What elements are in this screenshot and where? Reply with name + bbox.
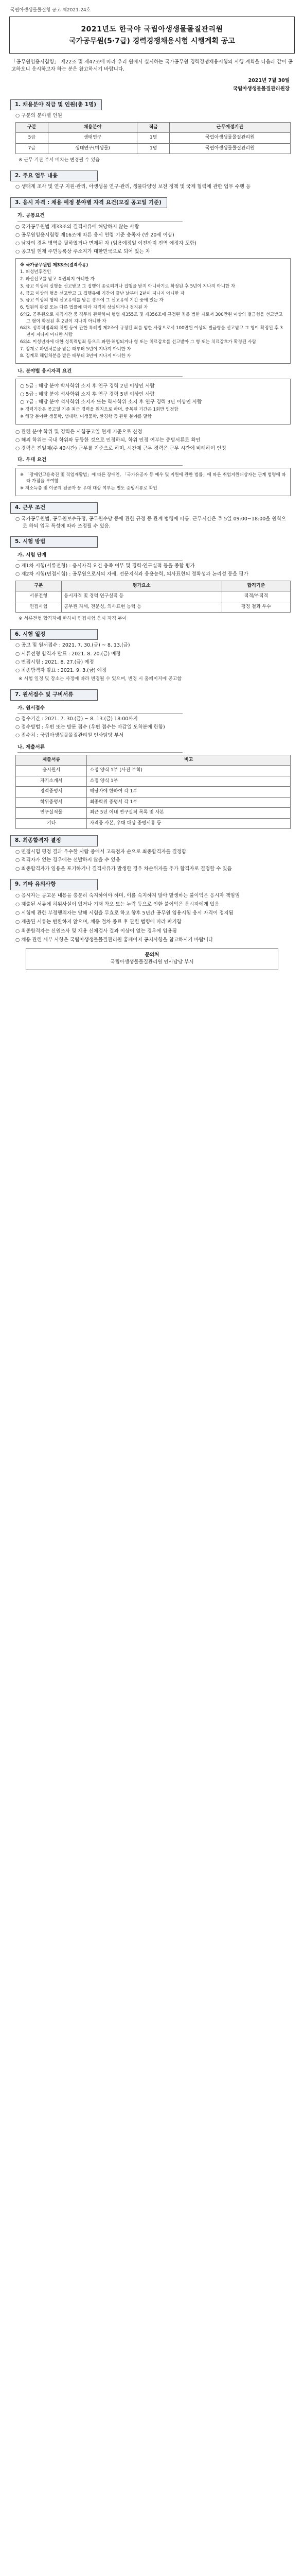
table-cell: 연구실적물: [16, 808, 87, 819]
list-item: 6. 법원의 판결 또는 다른 법률에 따라 자격이 상실되거나 정지된 자: [20, 305, 148, 310]
list-item: ○ 제출된 서류는 반환하지 않으며, 채용 절차 종료 후 관련 법령에 따라 파기함: [15, 919, 182, 925]
list-item: ○ 해외 학위는 국내 학위와 동등한 것으로 인정하되, 학위 인정 여부는 증빙서류로 확인: [15, 437, 201, 443]
section-5-footnote: ※ 서류전형 합격자에 한하여 면접시험 응시 자격 부여: [19, 616, 127, 621]
table-row: [16, 818, 291, 829]
section-2-title: 2. 주요 업무 내용: [10, 171, 98, 182]
list-item: ○ 접수처 : 국립아생생물몰질관리원 인사담당 부서: [15, 733, 124, 739]
list-item: ○ 서류전형 합격자 발표 : 2021. 8. 20.(금) 예정: [15, 651, 121, 657]
section-7: [10, 689, 294, 829]
list-item: ○ 시험에 관한 부정행위자는 당해 시험을 무효로 하고 향후 5년간 공무원 임용시험 응시 자격이 정지됨: [15, 910, 234, 916]
list-item: ○ 접수방법 : 우편 또는 방문 접수 (우편 접수는 마감일 도착분에 한함): [15, 724, 165, 730]
list-item: ○ 면접시험 : 2021. 8. 27.(금) 예정: [15, 659, 94, 665]
table-cell: 서류전형: [16, 591, 62, 602]
subsection-title: 다. 우대 요건: [17, 456, 183, 465]
list-item: ○ 최종합격자가 임용을 포기하거나 결격사유가 발생한 경우 차순위자를 추가 합격자로 결정할 수 있음: [15, 866, 232, 872]
table-cell: 경력증명서: [16, 787, 87, 798]
table-cell: 소정 양식 1부 (사진 부착): [87, 766, 291, 776]
table-cell: 응시자격 및 경력·연구실적 등: [61, 591, 222, 602]
table-row: [16, 766, 291, 776]
list-item: 5. 금고 이상의 형의 선고유예를 받은 경우에 그 선고유예 기간 중에 있는 자: [20, 298, 164, 303]
list-item: ○ 제출된 서류에 허위사실이 있거나 기재 착오 또는 누락 등으로 인한 불이익은 응시자에게 있음: [15, 901, 220, 907]
list-item: ○ 남자의 경우 병역을 필하였거나 면제된 자 (임용예정일 이전까지 전역 예정자 포함): [15, 241, 196, 246]
list-item: 6의3. 성폭력범죄의 처벌 등에 관한 특례법 제2조에 규정된 죄를 범한 사람으로서 100만원 이상의 벌금형을 선고받고 그 형이 확정된 후 3년이 지나지 아니한 사람: [20, 326, 283, 337]
list-item: ○ 적격자가 없는 경우에는 선발하지 않을 수 있음: [15, 857, 120, 863]
table-cell: 최근 5년 이내 연구실적 목록 및 사본: [87, 808, 291, 819]
table-row: [16, 143, 291, 154]
list-item: ○ 제1차 시험(서류전형) : 응시자격 요건 충족 여부 및 경력·연구실적 등을 종합 평가: [15, 563, 195, 569]
section-3-title: 3. 응시 자격 : 채용 예정 분야별 자격 요건(모집 공고일 기준): [10, 197, 167, 209]
table-cell: 5급: [16, 133, 48, 144]
table-cell: 생태연구(미생물): [48, 143, 137, 154]
table-header: 구분: [16, 122, 48, 133]
section-7-title: 7. 원서접수 및 구비서류: [10, 689, 98, 701]
subsection-title: 나. 분야별 응시자격 요건: [17, 368, 183, 377]
preference-box: [15, 468, 291, 496]
table-cell: 자격증 사본, 우대 대상 증빙서류 등: [87, 818, 291, 829]
contact-box: [26, 948, 278, 970]
table-cell: 면접시험: [16, 602, 62, 613]
section-4: [10, 502, 294, 530]
title-line-1: 2021년도 한국야 국립아생생물몰질관리원: [81, 25, 223, 33]
documents-table: [15, 755, 291, 829]
subsection-title: 가. 시험 단계: [17, 552, 183, 561]
section-3: [10, 197, 294, 496]
section-8: [10, 835, 294, 873]
section-8-title: 8. 최종합격자 결정: [10, 835, 98, 846]
table-row: [16, 602, 291, 613]
table-header: 제출서류: [16, 755, 87, 766]
issuing-organization: 국립아생생물몰질관리원장: [233, 86, 290, 92]
list-item: 4. 금고 이상의 형을 선고받고 그 집행유예 기간이 끝난 날부터 2년이 지나지 아니한 자: [20, 291, 185, 296]
list-item: 6의4. 미성년자에 대한 성폭력범죄 등으로 파면·해임되거나 형 또는 치료감호를 선고받아 그 형 또는 치료감호가 확정된 사람: [20, 339, 257, 345]
list-item: 1. 피성년후견인: [20, 269, 51, 275]
requirements-box: [15, 379, 291, 424]
table-cell: 공무원 자세, 전문성, 의사표현 능력 등: [61, 602, 222, 613]
exam-method-table: [15, 581, 291, 613]
list-item: ○ 공고일 현재 주민등록상 주소지가 대한민국으로 되어 있는 자: [15, 249, 150, 255]
title-box: [9, 16, 295, 54]
section-1-title: 1. 채용분야 직급 및 인원(총 1명): [10, 99, 102, 111]
contact-line: 국립아생생물몰질관리원 인사담당 부서: [110, 959, 194, 965]
table-row: [16, 808, 291, 819]
table-cell: 국립아생생물몰질관리원: [169, 133, 290, 144]
duty-description: ○ 생태계 조사 및 연구 지원·관리, 아생생물 연구·관리, 생물다양성 보전 정책 및 국제 협력에 관한 업무 수행 등: [15, 184, 251, 190]
list-item: ※ 국가공무원법 제33조(결격사유): [20, 262, 88, 268]
list-item: ※ 경력기간은 공고일 기준 최근 경력을 원칙으로 하며, 중복된 기간은 1회만 인정함: [20, 407, 178, 412]
list-item: ○ 5급 : 해당 분야 석사학위 소지 후 연구 경력 5년 이상인 사람: [20, 391, 155, 397]
list-item: ○ 제2차 시험(면접시험) : 공무원으로서의 자세, 전문지식과 응용능력, 의사표현의 정확성과 논리성 등을 평가: [15, 571, 248, 578]
subsection-title: 가. 공통요건: [17, 212, 183, 221]
table-row: [16, 133, 291, 144]
section-9: [10, 879, 294, 970]
list-item: ○ 최종합격자는 신원조사 및 채용 신체검사 결과 이상이 없는 경우에 임용됨: [15, 928, 177, 934]
list-item: ○ 5급 : 해당 분야 박사학위 소지 후 연구 경력 2년 이상인 사람: [20, 383, 155, 389]
notice-date: 2021년 7월 30일: [248, 78, 290, 83]
list-item: ○ 최종합격자 발표 : 2021. 9. 3.(금) 예정: [15, 668, 107, 673]
section-1-footnote: ※ 근무 기관 부서 배치는 변경될 수 있음: [19, 158, 100, 163]
table-cell: 적격/부적격: [222, 591, 290, 602]
table-row: [16, 797, 291, 808]
list-item: ※ 해당 분야란 생물학, 생태학, 미생물학, 환경학 등 관련 분야를 말함: [20, 414, 152, 419]
table-cell: 생태연구: [48, 133, 137, 144]
list-item: 6의2. 공무원으로 재직기간 중 직무와 관련하여 형법 제355조 및 제356조에 규정된 죄를 범한 자로서 300만원 이상의 벌금형을 선고받고 그 형이 확정된 후 2년이 지나지 아니한 자: [20, 312, 283, 324]
list-item: 2. 파산선고를 받고 복권되지 아니한 자: [20, 277, 95, 282]
table-cell: 평정 결과 우수: [222, 602, 290, 613]
section-9-title: 9. 기타 유의사항: [10, 879, 98, 890]
table-row: [16, 776, 291, 787]
table-row: [16, 787, 291, 798]
subsection-title: 나. 제출서류: [17, 744, 183, 753]
list-item: ○ 관련 분야 학위 및 경력은 시험공고일 현재 기준으로 산정: [15, 429, 142, 435]
table-row: [16, 591, 291, 602]
title-line-2: 국가공무원(5·7급) 경력경쟁채용시험 시행계획 공고: [69, 37, 235, 45]
list-item: 7. 징계로 파면처분을 받은 때부터 5년이 지나지 아니한 자: [20, 346, 131, 352]
list-item: ※ 「장애인고용촉진 및 직업재활법」에 따른 장애인, 「국가유공자 등 예우 및 지원에 관한 법률」에 따른 취업지원대상자는 관계 법령에 따라 가점을 부여함: [20, 472, 286, 484]
table-header: 비고: [87, 755, 291, 766]
work-conditions: ○ 국가공무원법, 공무원보수규정, 공무원수당 등에 관한 규정 등 관계 법령에 따름. 근무시간은 주 5일 09:00~18:00을 원칙으로 하되 업무 특성에 따라 조정될 수 있음.: [15, 516, 287, 529]
table-cell: 국립아생생물몰질관리원: [169, 143, 290, 154]
table-header: 직급: [137, 122, 170, 133]
section-1-note: ○ 구분의 분야별 인원: [15, 113, 62, 119]
table-header: 평가요소: [61, 581, 222, 591]
recruitment-table: [15, 122, 291, 155]
table-cell: 1명: [137, 143, 170, 154]
table-cell: 최종학위 증명서 각 1부: [87, 797, 291, 808]
subsection-title: 가. 원서접수: [17, 705, 183, 714]
publication-number: 국립아생생물몰질청 공고 제2021-24호: [10, 8, 91, 13]
list-item: ※ 시험 일정 및 장소는 사정에 따라 변경될 수 있으며, 변경 시 홈페이지에 공고함: [19, 676, 182, 682]
table-cell: 기타: [16, 818, 87, 829]
section-6: [10, 629, 294, 683]
list-item: ○ 접수기간 : 2021. 7. 30.(금) ~ 8. 13.(금) 18:00까지: [15, 716, 138, 722]
table-cell: 해당자에 한하여 각 1부: [87, 787, 291, 798]
table-cell: 자기소개서: [16, 776, 87, 787]
table-cell: 응시원서: [16, 766, 87, 776]
list-item: ○ 경력은 전일제(주 40시간) 근무를 기준으로 하며, 시간제 근무 경력은 근무 시간에 비례하여 인정: [15, 446, 226, 451]
list-item: ※ 저소득층 및 이공계 전공자 등 우대 대상 여부는 별도 증빙서류로 확인: [20, 486, 157, 491]
list-item: ○ 공무원임용시험령 제16조에 따른 응시 연령 기준 충족자 (만 20세 이상): [15, 232, 174, 238]
section-2: [10, 171, 294, 191]
table-cell: 학위증명서: [16, 797, 87, 808]
list-item: ○ 국가공무원법 제33조의 결격사유에 해당하지 않는 사람: [15, 224, 139, 230]
table-header: 채용분야: [48, 122, 137, 133]
table-cell: 1명: [137, 133, 170, 144]
list-item: 8. 징계로 해임처분을 받은 때부터 3년이 지나지 아니한 자: [20, 353, 131, 359]
section-5-title: 5. 시험 방법: [10, 536, 98, 548]
section-4-title: 4. 근무 조건: [10, 502, 98, 514]
list-item: ○ 면접시험 평정 결과 우수한 사람 중에서 고득점자 순으로 최종합격자를 결정함: [15, 849, 187, 855]
list-item: ○ 7급 : 해당 분야 석사학위 소지자 또는 학사학위 소지 후 연구 경력 3년 이상인 사람: [20, 399, 202, 405]
table-cell: 소정 양식 1부: [87, 776, 291, 787]
table-header: 합격기준: [222, 581, 290, 591]
table-cell: 7급: [16, 143, 48, 154]
list-item: ○ 공고 및 원서접수 : 2021. 7. 30.(금) ~ 8. 13.(금): [15, 642, 130, 649]
list-item: ○ 채용 관련 세부 사항은 국립아생생물몰질관리원 홈페이지 공지사항을 참고하시기 바랍니다: [15, 937, 213, 943]
contact-title: 문의처: [145, 952, 159, 958]
section-6-title: 6. 시험 일정: [10, 629, 98, 640]
section-5: [10, 536, 294, 623]
section-1: [10, 99, 294, 164]
list-item: ○ 응시자는 공고문 내용을 충분히 숙지하여야 하며, 이를 숙지하지 않아 발생하는 불이익은 응시자 책임임: [15, 892, 240, 899]
table-header: 구분: [16, 581, 62, 591]
list-item: 3. 금고 이상의 실형을 선고받고 그 집행이 종료되거나 집행을 받지 아니하기로 확정된 후 5년이 지나지 아니한 자: [20, 283, 236, 289]
disqualification-box: [15, 258, 291, 364]
table-header: 근무예정기관: [169, 122, 290, 133]
intro-text: 「공무원임용시험령」 제22조 및 제47조에 따라 우리 원에서 실시하는 국가공무원 경력경쟁채용시험의 시행 계획을 다음과 같이 공고하오니 응시하고자 하는 분은 참고하시기 바랍니다.: [11, 59, 293, 72]
